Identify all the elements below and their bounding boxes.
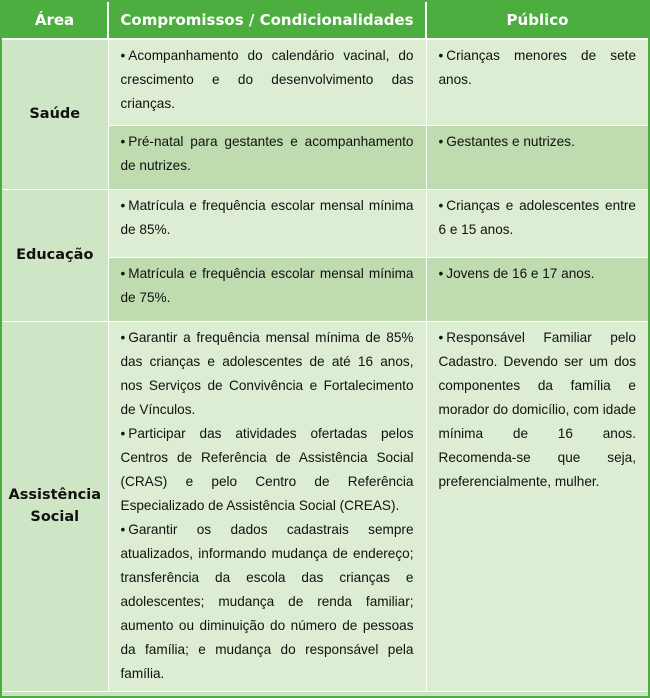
area-saude: Saúde: [2, 39, 108, 189]
header-area: Área: [2, 2, 108, 39]
publico-cell: [426, 39, 648, 125]
compromisso-text: • Pré-natal para gestantes e acompanhamento de nutrizes.: [121, 134, 414, 173]
header-compromissos: Compromissos / Condicionalidades: [108, 2, 426, 39]
compromisso-text: • Garantir os dados cadastrais sempre atualizados, informando mudança de endereço; transferência da escola das crianças e adolescentes; mudança de renda familiar; aumento ou diminuição do número de pessoas da família; e mudança do responsável pela família.: [121, 518, 414, 686]
header-row: [2, 2, 648, 39]
publico-text: • Gestantes e nutrizes.: [439, 134, 575, 149]
table-row: [2, 39, 648, 125]
compromisso-cell: [108, 125, 426, 189]
compromisso-text: • Garantir a frequência mensal mínima de 85% das crianças e adolescentes de até 16 anos, nos Serviços de Convivência e Fortalecimento de Vínculos.: [121, 326, 414, 422]
publico-text: • Crianças menores de sete anos.: [439, 48, 637, 87]
header-publico: Público: [426, 2, 648, 39]
table-row: [2, 321, 648, 691]
publico-text: • Crianças e adolescentes entre 6 e 15 anos.: [439, 198, 637, 237]
compromisso-text: • Acompanhamento do calendário vacinal, do crescimento e do desenvolvimento das crianças.: [121, 48, 414, 111]
publico-text: • Jovens de 16 e 17 anos.: [439, 266, 595, 281]
compromisso-text: • Matrícula e frequência escolar mensal mínima de 85%.: [121, 198, 414, 237]
compromisso-text: • Matrícula e frequência escolar mensal mínima de 75%.: [121, 266, 414, 305]
conditionalities-table: [2, 2, 648, 692]
publico-cell: [426, 189, 648, 257]
area-label-line1: Assistência: [8, 487, 102, 503]
compromisso-text: • Participar das atividades ofertadas pelos Centros de Referência de Assistência Social (CRAS) e pelo Centro de Referência Especializado de Assistência Social (CREAS).: [121, 422, 414, 518]
area-label-line2: Social: [30, 509, 80, 525]
publico-cell: [426, 125, 648, 189]
publico-text: • Responsável Familiar pelo Cadastro. Devendo ser um dos componentes da família e morador do domicílio, com idade mínima de 16 anos. Recomenda-se que seja, preferencialmente, mulher.: [439, 326, 637, 494]
compromisso-cell: [108, 189, 426, 257]
area-assistencia-social: [2, 321, 108, 691]
publico-cell: [426, 321, 648, 691]
table-row: [2, 189, 648, 257]
area-educacao: Educação: [2, 189, 108, 321]
publico-cell: [426, 257, 648, 321]
compromisso-cell: [108, 321, 426, 691]
compromisso-cell: [108, 257, 426, 321]
compromisso-cell: [108, 39, 426, 125]
